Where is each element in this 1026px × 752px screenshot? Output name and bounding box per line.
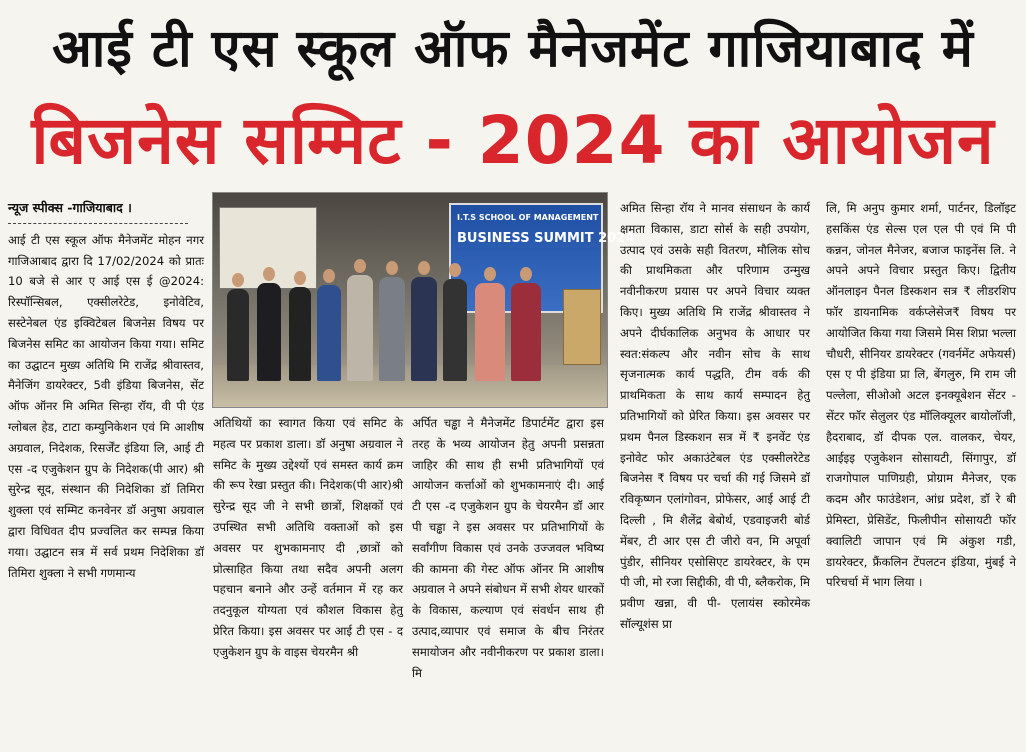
photo-person xyxy=(511,283,541,381)
photo-person-head xyxy=(418,261,430,275)
column-3-text: अर्पित चड्ढा ने मैनेजमेंट डिपार्टमेंट द्वारा इस तरह के भव्य आयोजन हेतु अपनी प्रसन्नता जाहिर की साथ ही सभी प्रतिभागियों एवं आयोजन कर्त्ताओं को शुभकामनाएं दी। आई टी एस -द एजुकेशन ग्रुप के चेयरमैन डॉ आर पी चड्ढा ने इस अवसर पर प्रतिभागियों के सर्वांगीण विकास एवं उनके उज्जवल भविष्य की कामना की गेस्ट ऑफ ऑनर मि आशीष अग्रवाल ने अपने संबोधन में सभी शेयर धारकों के विकास, कल्याण एवं संवर्धन साथ ही उत्पाद,व्यापार एवं समाज के बीच निरंतर समायोजन और नवीनीकरण पर प्रकाश डाला। मि xyxy=(412,416,604,680)
dateline-divider xyxy=(8,223,188,224)
headline-line-2 xyxy=(0,92,1026,184)
photo-person-head xyxy=(484,267,496,281)
article-column-1 xyxy=(8,198,204,748)
photo-person xyxy=(379,277,405,381)
photo-person-head xyxy=(323,269,335,283)
article-column-3 xyxy=(412,413,604,749)
photo-person-head xyxy=(232,273,244,287)
photo-podium xyxy=(563,289,601,365)
column-1-text: आई टी एस स्कूल ऑफ मैनेजमेंट मोहन नगर गाजिआबाद द्वारा दि 17/02/2024 को प्रातः 10 बजे से आर ए आई एस ई @2024: रिस्पॉन्सिबल, एक्सीलरेटेड, इनोवेटिव, सस्टेनेबल एंड इक्विटेबल बिजनेस़ विषय पर बिजनेस समिट का आयोजन किया गया। समिट का उद्घाटन मुख्य अतिथि मि राजेंद्र श्रीवास्तव, मैनेजिंग डायरेक्टर, 5वी इंडिया बिजनेस, सेंट ऑफ ऑनर मि अमित सिन्हा रॉय, वी पी एंड ग्लोबल हेड, टाटा कम्युनिकेशन एवं मि आशीष अग्रवाल, निदेशक, रिसर्जेंट इंडिया लि, आई टी एस -द एजुकेशन ग्रुप के निदेशक(पी आर) श्री सुरेन्द्र सूद, संस्थान की निदेशिका डॉ तिमिरा शुक्ला एवं सम्मिट कनवेनर डॉ अनुषा अग्रवाल द्वारा विधिवत दीप प्रज्वलित कर सम्पन्न किया गया। उद्घाटन सत्र में सर्व प्रथम निदेशिका डॉ तिमिरा शुक्ला ने सभी गणमान्य xyxy=(8,232,204,580)
headline-text-2: बिजनेस सम्मिट - 2024 का आयोजन xyxy=(31,102,995,179)
photo-person xyxy=(317,285,341,381)
photo-person-head xyxy=(354,259,366,273)
photo-person xyxy=(475,283,505,381)
photo-person xyxy=(289,287,311,381)
photo-person-head xyxy=(520,267,532,281)
photo-person xyxy=(443,279,467,381)
column-2-text: अतिथियों का स्वागत किया एवं समिट के महत्व पर प्रकाश डाला। डॉ अनुषा अग्रवाल ने समिट के मुख्य उद्देश्यों एवं समस्त कार्य क्रम की रूप रेखा प्रस्तुत की। निदेशक(पी आर)श्री सुरेन्द्र सूद जी ने सभी छात्रों, शिक्षकों एवं उपस्थित सभी अतिथि वक्ताओं को इस अवसर पर शुभकामनाए दी ,छात्रों को प्रोत्साहित किया तथा सदैव अपनी अलग पहचान बनाने और उन्हें वर्तमान में रह कर तदनुकूल योग्यता एवं कौशल विकास हेतु प्रेरित किया। इस अवसर पर आई टी एस - द एजुकेशन ग्रुप के वाइस चेयरमैन श्री xyxy=(213,416,403,659)
photo-person xyxy=(227,289,249,381)
photo-person-head xyxy=(263,267,275,281)
photo-screen-banner: BUSINESS SUMMIT 2024 xyxy=(457,231,635,246)
photo-person-head xyxy=(294,271,306,285)
photo-person xyxy=(347,275,373,381)
article-column-5 xyxy=(826,198,1016,748)
event-photo xyxy=(212,192,635,408)
column-5-text: लि, मि अनुप कुमार शर्मा, पार्टनर, डिलॉइट हसकिंस एंड सेल्स एल एल पी एवं मि पी कन्नन, जोनल मैनेजर, बजाज फाइनेंस लि. ने अपने अपने विचार प्रस्तुत किए। द्वितीय ऑनलाइन पैनल डिस्कशन सत्र ₹ लीडरशिप फॉर डायनामिक वर्कप्लेसेज₹ विषय पर आयोजित किया गया जिसमे मिस शिप्रा भल्ला चौधरी, सीनियर डायरेक्टर (गवर्नमेंट अफेयर्स) एस ए पी इंडिया प्रा लि, बेंगलुरु, मि राम जी पल्लेला, सीओओ अटल इनक्यूबेशन सेंटर - सेंटर फॉर सेलुलर एंड मॉलिक्यूलर बायोलॉजी, हैदराबाद, डॉ दीपक एल. वालकर, चेयर, आईइइ एजुकेशन सोसायटी, सिंगापुर, डॉ राजगोपाल पाणिग्रही, प्रोग्राम मैनेजर, एक कदम और फाउंडेशन, आंध्र प्रदेश, डॉ रे बी प्रेमिस्टा, प्रेसिडेंट, फिलीपीन सोसायटी फॉर क्वालिटी जापान एवं मि अंकुश गडी, डायरेक्टर, फ्रैंकलिन टेंपलटन इंडिया, मुंबई ने परिचर्चा में भाग लिया । xyxy=(826,201,1016,590)
photo-person xyxy=(411,277,437,381)
article-column-4 xyxy=(620,198,810,748)
column-4-text: अमित सिन्हा रॉय ने मानव संसाधन के कार्य क्षमता विकास, डाटा सोर्स के सही उपयोग, उत्पाद एवं उसके सही वितरण, मौलिक सोच की प्राथमिकता और परिणाम उन्मुख नवीनीकरण प्रयास पर अपने विचार व्यक्त किए। मुख्य अतिथि मि राजेंद्र श्रीवास्तव ने अपने दीर्घकालिक अनुभव के आधार पर स्वत:संकल्प और नवीन सोच के साथ सृजनात्मक कार्य पद्धति, टीम वर्क की प्राथमिकता के साथ कार्य सम्पादन हेतु प्रतिभागियों को प्रेरित किया। इस अवसर पर प्रथम पैनल डिस्कशन सत्र में ₹ इनवेंट एंड इनोवेट फोर अकाउंटेबल एंड एक्सीलरेटेड बिजनेस ₹ विषय पर चर्चा की गई जिसमे डॉ रविकृष्णन एलांगोवन, प्रोफेसर, आई आई टी दिल्ली , मि शैलेंद्र बेबोर्थ, एडवाइजरी बोर्ड मेंबर, टी आर एस टी जीरो वन, मि अपूर्वा पुंडीर, सीनियर एसोसिएट डायरेक्टर, के एम पी जी, मो रजा सिद्दीकी, वी पी, ब्लैकरोक, मि प्रवीण खन्ना, वी पी- एलायंस स्कोरमेक सॉल्यूशंस प्रा xyxy=(620,201,810,631)
photo-person xyxy=(257,283,281,381)
article-column-2 xyxy=(213,413,403,749)
photo-person-head xyxy=(386,261,398,275)
headline-line-1 xyxy=(0,0,1026,92)
photo-person-head xyxy=(449,263,461,277)
photo-screen-title: I.T.S SCHOOL OF MANAGEMENT xyxy=(457,213,599,222)
headline-text-1: आई टी एस स्कूल ऑफ मैनेजमेंट गाजियाबाद में xyxy=(52,18,974,79)
dateline: न्यूज स्पीक्स -गाजियाबाद । xyxy=(8,200,132,215)
